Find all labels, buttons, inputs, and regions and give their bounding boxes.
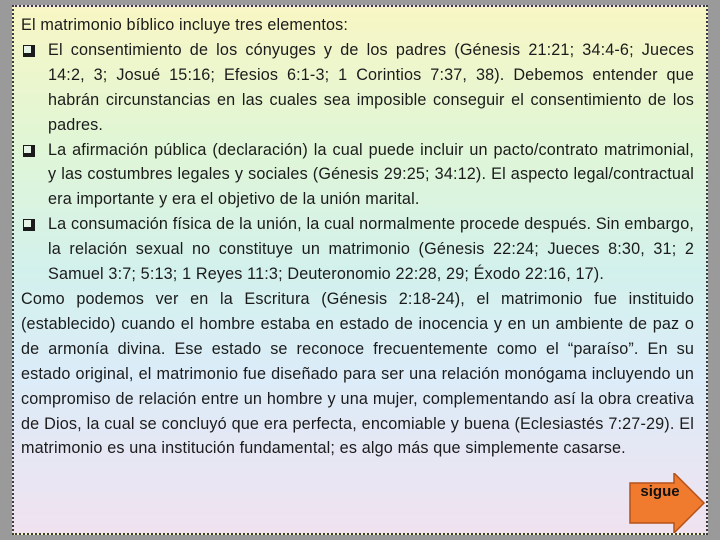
bullet-text: La consumación física de la unión, la cual normalmente procede después. Sin embargo, la relación sexual no constituye un matrimonio (Génesis 22:24; Jueces 8:30, 31; 2 Samuel 3:7; 5:13; 1 Reyes 11:3; Deuteronomio 22:28, 29; Éxodo 22:16, 17). [48, 215, 694, 284]
bullet-text: La afirmación pública (declaración) la cual puede incluir un pacto/contrato matrimonial, y las costumbres legales y sociales (Génesis 29:25; 34:12). El aspecto legal/contractual era importante y era el objetivo de la unión marital. [48, 140, 694, 209]
square-outline-icon [23, 219, 35, 231]
square-outline-icon [23, 145, 35, 157]
bullet-item-consummation [21, 212, 694, 287]
bullet-item-consent [21, 38, 694, 138]
right-arrow-icon [628, 473, 706, 533]
bullet-item-public-affirmation [21, 138, 694, 213]
closing-paragraph: Como podemos ver en la Escritura (Génesis 2:18-24), el matrimonio fue instituido (establecido) cuando el hombre estaba en estado de inocencia y en un ambiente de paz o de armonía divina. Ese estado se reconoce frecuentemente como el “paraíso”. En su estado original, el matrimonio fue diseñado para ser una relación monógama incluyendo un compromiso de relación entre un hombre y una mujer, complementando así la obra creativa de Dios, la cual se concluyó que era perfecta, encomiable y buena (Eclesiastés 7:27-29). El matrimonio es una institución fundamental; es algo más que simplemente casarse. [21, 289, 694, 458]
intro-text: El matrimonio bíblico incluye tres elementos: [21, 16, 349, 34]
bullet-text: El consentimiento de los cónyuges y de los padres (Génesis 21:21; 34:4-6; Jueces 14:2, 3; Josué 15:16; Efesios 6:1-3; 1 Corintios 7:37, 38). Debemos entender que habrán circunstancias en las cuales sea imposible conseguir el consentimiento de los padres. [48, 40, 694, 134]
slide-content [21, 13, 694, 461]
square-outline-icon [23, 45, 35, 57]
slide [12, 5, 708, 535]
next-label: sigue [640, 483, 680, 500]
next-slide-button[interactable] [628, 473, 706, 533]
